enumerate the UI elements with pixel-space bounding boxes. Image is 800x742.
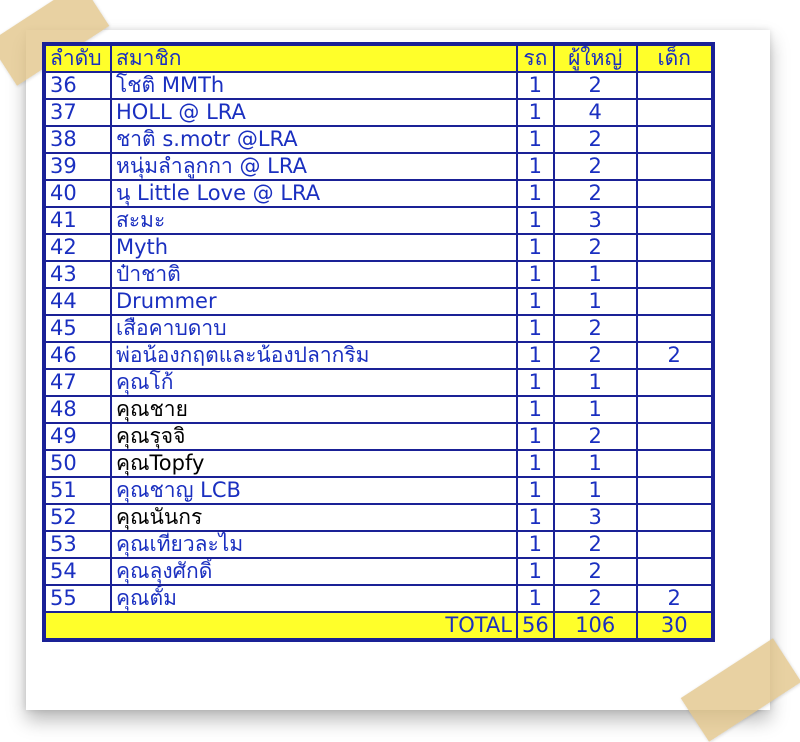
total-row (45, 612, 712, 639)
row-member: คุณรุจจิ (111, 423, 517, 450)
row-child (637, 558, 712, 585)
table-row (45, 315, 712, 342)
total-adult: 106 (554, 612, 637, 639)
row-member: ป๋าชาติ (111, 261, 517, 288)
row-adult: 1 (554, 288, 637, 315)
table-row (45, 531, 712, 558)
row-member: ชาติ s.motr @LRA (111, 126, 517, 153)
row-car: 1 (517, 504, 554, 531)
row-child: 2 (637, 585, 712, 612)
row-car: 1 (517, 180, 554, 207)
row-adult: 3 (554, 207, 637, 234)
row-car: 1 (517, 369, 554, 396)
table-row (45, 234, 712, 261)
row-no: 38 (45, 126, 111, 153)
row-member: พ่อน้องกฤตและน้องปลากริม (111, 342, 517, 369)
row-no: 42 (45, 234, 111, 261)
row-no: 47 (45, 369, 111, 396)
table-row (45, 288, 712, 315)
row-child: 2 (637, 342, 712, 369)
row-child (637, 477, 712, 504)
total-car: 56 (517, 612, 554, 639)
row-car: 1 (517, 99, 554, 126)
row-car: 1 (517, 477, 554, 504)
table-row (45, 558, 712, 585)
row-car: 1 (517, 531, 554, 558)
row-member: คุณนันกร (111, 504, 517, 531)
row-member: คุณตั้ม (111, 585, 517, 612)
row-adult: 2 (554, 585, 637, 612)
member-table (44, 44, 713, 640)
header-car: รถ (517, 45, 554, 72)
table-row (45, 72, 712, 99)
row-adult: 2 (554, 180, 637, 207)
row-adult: 2 (554, 126, 637, 153)
row-member: นุ Little Love @ LRA (111, 180, 517, 207)
row-no: 55 (45, 585, 111, 612)
table-row (45, 153, 712, 180)
row-member: คุณชาย (111, 396, 517, 423)
row-car: 1 (517, 396, 554, 423)
row-member: คุณลุงศักดิ์ (111, 558, 517, 585)
row-car: 1 (517, 342, 554, 369)
table-row (45, 342, 712, 369)
row-member: สะมะ (111, 207, 517, 234)
row-car: 1 (517, 72, 554, 99)
row-adult: 2 (554, 234, 637, 261)
row-child (637, 396, 712, 423)
header-adult: ผู้ใหญ่ (554, 45, 637, 72)
row-car: 1 (517, 585, 554, 612)
row-no: 36 (45, 72, 111, 99)
row-no: 39 (45, 153, 111, 180)
row-no: 45 (45, 315, 111, 342)
row-no: 50 (45, 450, 111, 477)
header-member: สมาชิก (111, 45, 517, 72)
row-adult: 2 (554, 315, 637, 342)
table-row (45, 126, 712, 153)
table-row (45, 369, 712, 396)
row-child (637, 153, 712, 180)
row-no: 52 (45, 504, 111, 531)
row-child (637, 207, 712, 234)
row-child (637, 99, 712, 126)
row-child (637, 180, 712, 207)
row-adult: 2 (554, 423, 637, 450)
row-car: 1 (517, 450, 554, 477)
row-car: 1 (517, 315, 554, 342)
row-car: 1 (517, 126, 554, 153)
row-adult: 2 (554, 153, 637, 180)
table-row (45, 207, 712, 234)
row-member: หนุ่มลำลูกกา @ LRA (111, 153, 517, 180)
row-no: 54 (45, 558, 111, 585)
row-no: 49 (45, 423, 111, 450)
row-member: คุณเที่ยวละไม (111, 531, 517, 558)
table-row (45, 450, 712, 477)
row-adult: 1 (554, 450, 637, 477)
table-row (45, 99, 712, 126)
row-member: โชติ MMTh (111, 72, 517, 99)
row-member: คุณTopfy (111, 450, 517, 477)
row-child (637, 369, 712, 396)
row-adult: 2 (554, 342, 637, 369)
row-no: 53 (45, 531, 111, 558)
row-car: 1 (517, 423, 554, 450)
header-child: เด็ก (637, 45, 712, 72)
row-child (637, 234, 712, 261)
row-adult: 1 (554, 477, 637, 504)
row-adult: 4 (554, 99, 637, 126)
row-no: 46 (45, 342, 111, 369)
row-adult: 1 (554, 369, 637, 396)
row-no: 51 (45, 477, 111, 504)
row-adult: 3 (554, 504, 637, 531)
row-car: 1 (517, 234, 554, 261)
row-car: 1 (517, 288, 554, 315)
row-child (637, 261, 712, 288)
row-child (637, 531, 712, 558)
row-no: 41 (45, 207, 111, 234)
row-no: 37 (45, 99, 111, 126)
row-car: 1 (517, 558, 554, 585)
row-child (637, 288, 712, 315)
row-child (637, 126, 712, 153)
row-adult: 1 (554, 261, 637, 288)
table-row (45, 423, 712, 450)
row-member: คุณชาญ LCB (111, 477, 517, 504)
table-row (45, 261, 712, 288)
row-no: 44 (45, 288, 111, 315)
row-car: 1 (517, 261, 554, 288)
row-no: 48 (45, 396, 111, 423)
row-no: 40 (45, 180, 111, 207)
row-member: เสือคาบดาบ (111, 315, 517, 342)
total-child: 30 (637, 612, 712, 639)
row-child (637, 315, 712, 342)
row-member: Myth (111, 234, 517, 261)
row-member: คุณโก้ (111, 369, 517, 396)
row-adult: 1 (554, 396, 637, 423)
table-row (45, 585, 712, 612)
header-row (45, 45, 712, 72)
table-row (45, 396, 712, 423)
row-child (637, 504, 712, 531)
row-child (637, 423, 712, 450)
header-no: ลำดับ (45, 45, 111, 72)
row-adult: 2 (554, 531, 637, 558)
row-child (637, 450, 712, 477)
row-car: 1 (517, 207, 554, 234)
table-row (45, 180, 712, 207)
table-row (45, 504, 712, 531)
table-row (45, 477, 712, 504)
row-no: 43 (45, 261, 111, 288)
row-adult: 2 (554, 558, 637, 585)
row-child (637, 72, 712, 99)
total-label: TOTAL (45, 612, 517, 639)
row-car: 1 (517, 153, 554, 180)
row-member: Drummer (111, 288, 517, 315)
row-member: HOLL @ LRA (111, 99, 517, 126)
row-adult: 2 (554, 72, 637, 99)
